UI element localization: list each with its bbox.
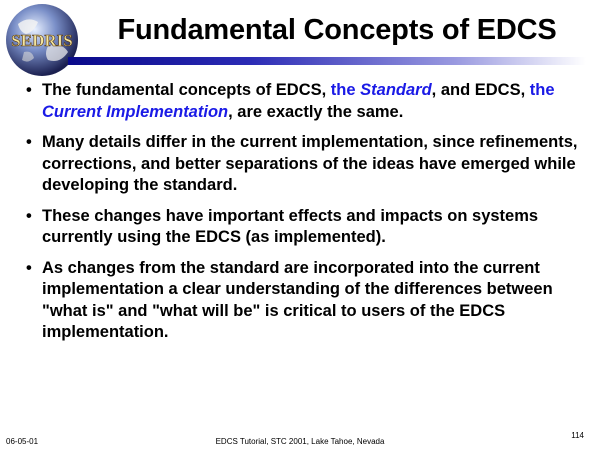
footer-date: 06-05-01: [6, 437, 39, 446]
footer-center-text: EDCS Tutorial, STC 2001, Lake Tahoe, Nevada: [215, 437, 385, 446]
bullet-text: As changes from the standard are incorporated into the current implementation a clear understanding of the differences between "what is" and "what will be" is critical to users of the EDCS implementation.: [42, 258, 553, 341]
bullet-item: [24, 258, 584, 344]
bullet-marker: •: [26, 133, 32, 151]
bullet-marker: •: [26, 206, 32, 225]
bullet-item: [24, 206, 584, 249]
bullet-text: , and EDCS,: [431, 81, 530, 99]
sedris-logo: [4, 2, 80, 78]
bullet-text: These changes have important effects and impacts on systems currently using the EDCS (as implemented).: [42, 206, 539, 246]
slide-title: Fundamental Concepts of EDCS: [117, 14, 557, 46]
bullet-text: Current Implementation: [42, 102, 229, 121]
bullet-item: [24, 80, 584, 123]
bullet-text: Many details differ in the current implementation, since refinements, corrections, and better separations of the ideas have emerged while developing the standard.: [42, 133, 578, 194]
bullet-text: , are exactly the same.: [228, 102, 404, 121]
bullet-marker: •: [26, 81, 32, 99]
bullet-list: [24, 80, 584, 353]
bullet-text: the: [529, 81, 555, 99]
bullet-text: the: [330, 81, 361, 99]
bullet-text: Standard: [360, 81, 432, 99]
page-number: 114: [571, 431, 584, 440]
bullet-item: [24, 132, 584, 197]
logo-text: SEDRIS: [11, 31, 73, 50]
bullet-marker: •: [26, 258, 32, 277]
globe-icon: [4, 2, 80, 78]
title-underline-bar: [68, 57, 586, 65]
bullet-text: The fundamental concepts of EDCS,: [42, 81, 331, 99]
